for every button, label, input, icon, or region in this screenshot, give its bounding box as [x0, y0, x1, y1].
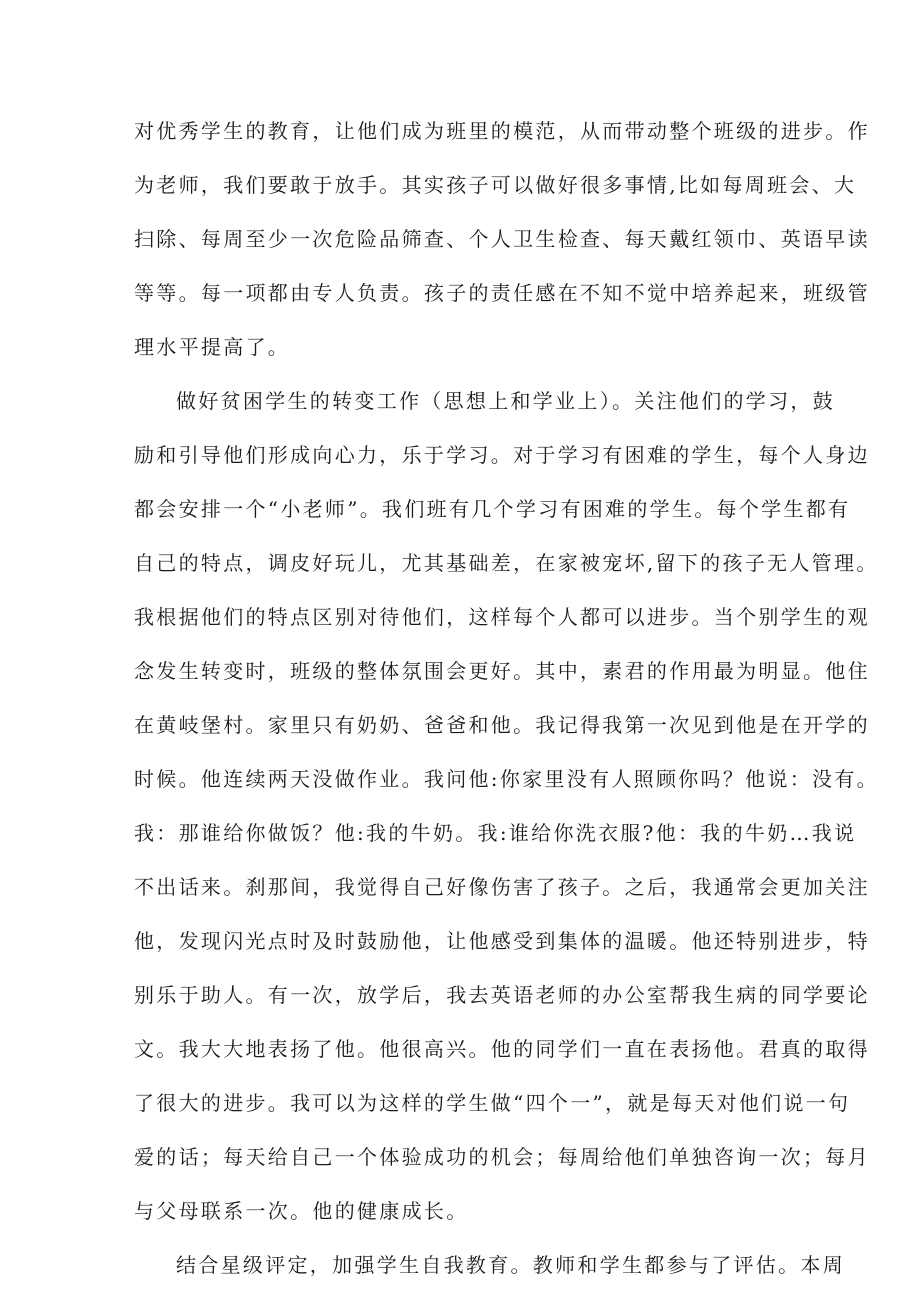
text-line: 都会安排一个“小老师”。我们班有几个学习有困难的学生。每个学生都有 [134, 497, 851, 521]
text-line: 为老师，我们要敢于放手。其实孩子可以做好很多事情,比如每周班会、大 [134, 173, 857, 197]
text-line: 自己的特点，调皮好玩儿，尤其基础差，在家被宠坏,留下的孩子无人管理。 [134, 551, 879, 575]
text-line: 我根据他们的特点区别对待他们，这样每个人都可以进步。当个别学生的观 [134, 605, 870, 629]
text-line: 文。我大大地表扬了他。他很高兴。他的同学们一直在表扬他。君真的取得 [134, 1037, 870, 1061]
text-line: 与父母联系一次。他的健康成长。 [134, 1199, 469, 1223]
text-line: 不出话来。刹那间，我觉得自己好像伤害了孩子。之后，我通常会更加关注 [134, 875, 870, 899]
text-line: 等等。每一项都由专人负责。孩子的责任感在不知不觉中培养起来，班级管 [134, 281, 870, 305]
text-line: 对优秀学生的教育，让他们成为班里的模范，从而带动整个班级的进步。作 [134, 119, 870, 143]
text-line: 他，发现闪光点时及时鼓励他，让他感受到集体的温暖。他还特别进步，特 [134, 929, 870, 953]
text-line: 念发生转变时，班级的整体氛围会更好。其中，素君的作用最为明显。他住 [134, 659, 870, 683]
text-line: 在黄岐堡村。家里只有奶奶、爸爸和他。我记得我第一次见到他是在开学的 [134, 713, 870, 737]
text-line: 了很大的进步。我可以为这样的学生做“四个一”，就是每天对他们说一句 [134, 1091, 851, 1115]
text-line: 励和引导他们形成向心力，乐于学习。对于学习有困难的学生，每个人身边 [134, 443, 870, 467]
text-line: 扫除、每周至少一次危险品筛查、个人卫生检查、每天戴红领巾、英语早读 [134, 227, 870, 251]
text-line: 别乐于助人。有一次，放学后，我去英语老师的办公室帮我生病的同学要论 [134, 983, 870, 1007]
text-line: 做好贫困学生的转变工作（思想上和学业上）。关注他们的学习，鼓 [176, 389, 835, 413]
text-line: 结合星级评定，加强学生自我教育。教师和学生都参与了评估。本周 [176, 1253, 845, 1277]
text-line: 理水平提高了。 [134, 335, 291, 359]
text-line: 时候。他连续两天没做作业。我问他:你家里没有人照顾你吗？他说：没有。 [134, 767, 879, 791]
text-line: 爱的话；每天给自己一个体验成功的机会；每周给他们单独咨询一次；每月 [134, 1145, 870, 1169]
text-line: 我：那谁给你做饭？他:我的牛奶。我:谁给你洗衣服?他：我的牛奶…我说 [134, 821, 857, 845]
